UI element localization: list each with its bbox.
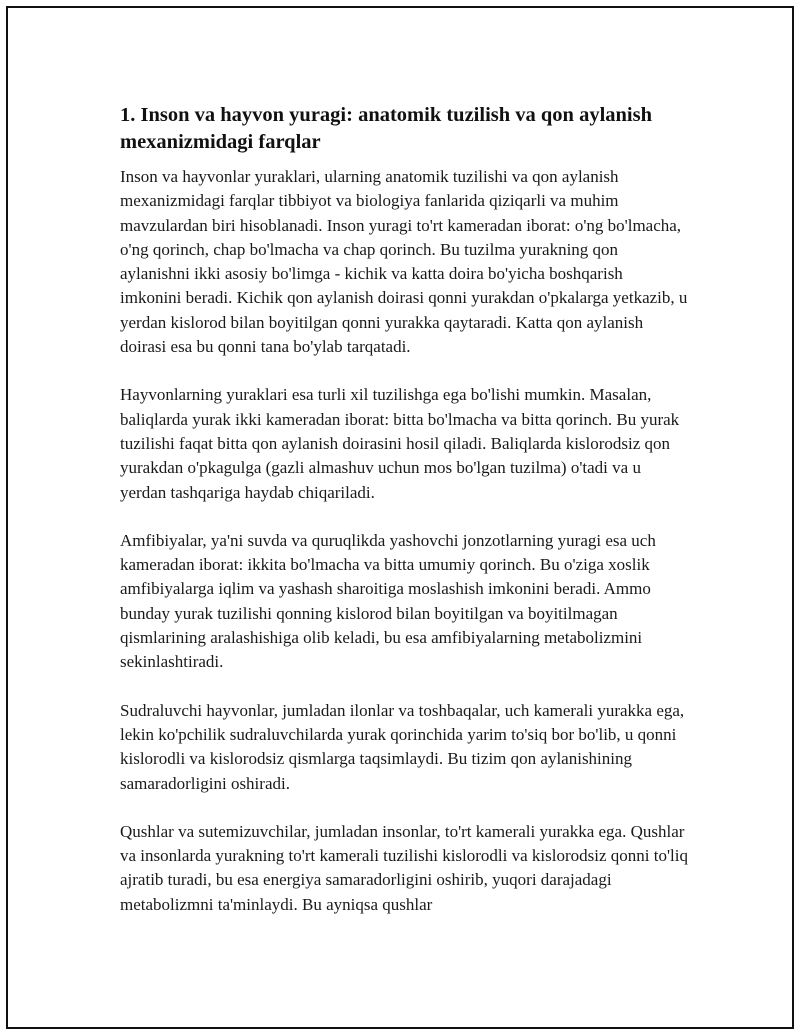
document-body (120, 102, 688, 917)
page-frame (6, 6, 794, 1029)
paragraph-human-heart: Inson va hayvonlar yuraklari, ularning anatomik tuzilishi va qon aylanish mexanizmidagi farqlar tibbiyot va biologiya fanlarida qiziqarli va muhim mavzulardan biri hisoblanadi. Inson yuragi to'rt kameradan iborat: o'ng bo'lmacha, o'ng qorinch, chap bo'lmacha va chap qorinch. Bu tuzilma yurakning qon aylanishni ikki asosiy bo'limga - kichik va katta doira bo'yicha boshqarish imkonini beradi. Kichik qon aylanish doirasi qonni yurakdan o'pkalarga yetkazib, u yerdan kislorod bilan boyitilgan qonni yurakka qaytaradi. Katta qon aylanish doirasi esa bu qonni tana bo'ylab tarqatadi. (120, 167, 688, 357)
document-title: 1. Inson va hayvon yuragi: anatomik tuzilish va qon aylanish mexanizmidagi farqlar (120, 104, 652, 153)
paragraph-bird-mammal-heart: Qushlar va sutemizuvchilar, jumladan insonlar, to'rt kamerali yurakka ega. Qushlar va insonlarda yurakning to'rt kamerali tuzilishi kislorodli va kislorodsiz qonni to'liq ajratib turadi, bu esa energiya samaradorligini oshirib, yuqori darajadagi metabolizmni ta'minlaydi. Bu ayniqsa qushlar (120, 821, 688, 914)
paragraph-amphibian-heart: Amfibiyalar, ya'ni suvda va quruqlikda yashovchi jonzotlarning yuragi esa uch kameradan iborat: ikkita bo'lmacha va bitta umumiy qorinch. Bu o'ziga xoslik amfibiyalarga iqlim va yashash sharoitiga moslashish imkonini beradi. Ammo bunday yurak tuzilishi qonning kislorod bilan boyitilgan va boyitilmagan qismlarining aralashishiga olib keladi, bu esa amfibiyalarning metabolizmini sekinlashtiradi. (120, 530, 656, 672)
paragraph-reptile-heart: Sudraluvchi hayvonlar, jumladan ilonlar va toshbaqalar, uch kamerali yurakka ega, lekin ko'pchilik sudraluvchilarda yurak qorinchida yarim to'siq bor bo'lib, u qonni kislorodli va kislorodsiz qismlarga taqsimlaydi. Bu tizim qon aylanishining samaradorligini oshiradi. (120, 700, 685, 793)
paragraph-fish-heart: Hayvonlarning yuraklari esa turli xil tuzilishga ega bo'lishi mumkin. Masalan, baliqlarda yurak ikki kameradan iborat: bitta bo'lmacha va bitta qorinch. Bu yurak tuzilishi faqat bitta qon aylanish doirasini hosil qiladi. Baliqlarda kislorodsiz qon yurakdan o'pkagulga (gazli almashuv uchun mos bo'lgan tuzilma) o'tadi va u yerdan tashqariga haydab chiqariladi. (120, 385, 680, 502)
